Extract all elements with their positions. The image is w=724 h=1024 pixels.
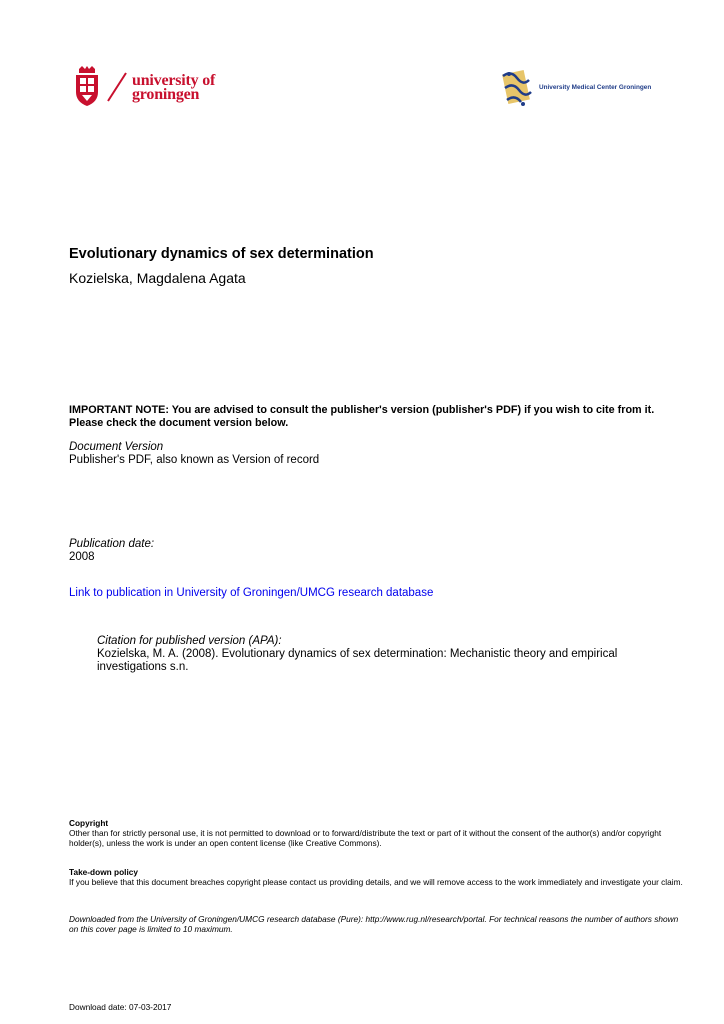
umcg-name: University Medical Center Groningen [539,84,652,91]
citation-text: Kozielska, M. A. (2008). Evolutionary dynamics of sex determination: Mechanistic theory and empirical investigations s.n. [97,648,618,673]
slash-icon [106,72,128,102]
important-note: IMPORTANT NOTE: You are advised to consult the publisher's version (publisher's PDF) if you wish to cite from it. Please check the document version below. [69,404,655,429]
document-version-label: Document Version [69,441,164,453]
download-date: Download date: 07-03-2017 [69,1002,172,1012]
citation-label: Citation for published version (APA): [97,635,282,647]
publication-date-label: Publication date: [69,538,155,550]
rug-logo-line2: groningen [132,86,200,103]
umcg-logo [497,66,657,110]
umcg-emblem-icon [497,66,535,110]
copyright-heading: Copyright [69,818,109,828]
takedown-text: If you believe that this document breaches copyright please contact us providing details, and we will remove access to the work immediately and investigate your claim. [69,877,683,887]
downloaded-from-note: Downloaded from the University of Groningen/UMCG research database (Pure): http://www.rug.nl/research/portal. For technical reasons the number of authors shown on this cover page is limited to 10 maximum. [69,914,679,934]
copyright-text: Other than for strictly personal use, it is not permitted to download or to forward/distribute the text or part of it without the consent of the author(s) and/or copyright holder(s), unless the work is under an open content license (like Creative Commons). [69,828,662,848]
author-name: Kozielska, Magdalena Agata [69,270,246,286]
document-title: Evolutionary dynamics of sex determination [69,246,374,262]
document-version-value: Publisher's PDF, also known as Version of record [69,454,320,466]
publication-date-value: 2008 [69,551,95,563]
takedown-heading: Take-down policy [69,867,138,877]
university-of-groningen-logo [74,66,214,108]
crest-icon [74,66,100,106]
rug-logo-line1: university of [132,72,216,89]
publication-link[interactable]: Link to publication in University of Groningen/UMCG research database [69,587,434,599]
